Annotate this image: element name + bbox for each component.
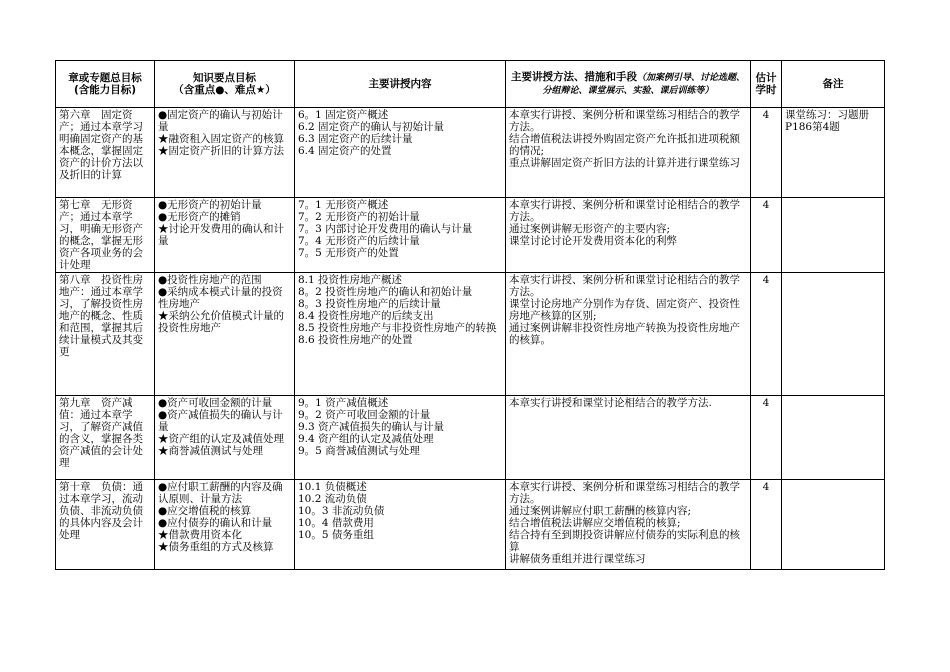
hours-value: 4 [762, 199, 770, 211]
content-item: 8.5 投资性房地产与非投资性房地产的转换 [298, 322, 497, 334]
knowledge-point: ●采纳成本模式计量的投资性房地产 [158, 286, 283, 310]
knowledge-point: ★借款费用资本化 [158, 529, 242, 541]
method-item: 结合增值税法讲授外购固定资产允许抵扣进项税额的情况; [509, 133, 740, 157]
hours-value: 4 [762, 397, 770, 409]
header-row [56, 61, 885, 108]
content-item: 7。1 无形资产概述 [298, 199, 389, 211]
knowledge-point: ★采纳公允价值模式计量的投资性房地产 [158, 310, 284, 334]
knowledge-point: ★商誉减值测试与处理 [158, 445, 263, 457]
method-item: 讲解债务重组并进行课堂练习 [509, 553, 646, 565]
header-points [155, 61, 295, 108]
content-cell [295, 273, 506, 396]
knowledge-point: ●无形资产的初始计量 [158, 199, 262, 211]
content-item: 10.1 负债概述 [298, 481, 367, 493]
content-item: 10.2 流动负债 [298, 493, 367, 505]
methods-cell [506, 108, 751, 198]
chapter-objective: 第十章 负债：通过本章学习，流动负债、非流动负债的具体内容及会计处理 [59, 481, 143, 541]
remarks-cell [782, 480, 885, 570]
hours-cell [751, 108, 782, 198]
method-item: 重点讲解固定资产折旧方法的计算并进行课堂练习 [509, 157, 740, 169]
hours-cell [751, 273, 782, 396]
content-cell [295, 198, 506, 273]
knowledge-point: ★讨论开发费用的确认和计量 [158, 223, 284, 247]
points-cell [155, 396, 295, 480]
knowledge-point: ★融资租入固定资产的核算 [158, 133, 284, 145]
content-item: 6.4 固定资产的处置 [298, 145, 392, 157]
knowledge-point: ●投资性房地产的范围 [158, 274, 262, 286]
remarks-cell [782, 396, 885, 480]
table-row [56, 273, 885, 396]
table-row [56, 108, 885, 198]
header-hours-text: 估计学时 [755, 72, 777, 96]
header-content-text: 主要讲授内容 [368, 78, 432, 90]
header-objective-text: 章或专题总目标 (含能力目标) [68, 72, 142, 96]
content-item: 8.4 投资性房地产的后续支出 [298, 310, 434, 322]
knowledge-point: ★债务重组的方式及核算 [158, 541, 274, 553]
content-item: 6。1 固定资产概述 [298, 109, 389, 121]
knowledge-point: ★资产组的认定及减值处理 [158, 433, 284, 445]
header-hours [751, 61, 782, 108]
header-remarks [782, 61, 885, 108]
content-item: 10。3 非流动负债 [298, 505, 385, 517]
objective-cell [56, 480, 155, 570]
header-points-text: 知识要点目标 （含重点●、难点★） [173, 72, 276, 96]
methods-cell [506, 480, 751, 570]
methods-cell [506, 273, 751, 396]
content-item: 10。4 借款费用 [298, 517, 374, 529]
header-methods [506, 61, 751, 108]
chapter-objective: 第七章 无形资产；通过本章学习，明确无形资产的概念，掌握无形资产各项业务的会计处理 [59, 199, 143, 271]
hours-cell [751, 480, 782, 570]
table-row [56, 198, 885, 273]
header-methods-text: 主要讲授方法、措施和手段 [510, 71, 637, 83]
hours-value: 4 [762, 481, 770, 493]
chapter-objective: 第九章 资产减值：通过本章学习，了解资产减值的含义，掌握各类资产减值的会计处理 [59, 397, 143, 469]
remarks-cell [782, 108, 885, 198]
method-item: 课堂讨论讨论开发费用资本化的利弊 [509, 235, 677, 247]
method-item: 本章实行讲授、案例分析和课堂讨论相结合的教学方法。 [509, 199, 740, 223]
content-item: 9.3 资产减值损失的确认与计量 [298, 421, 445, 433]
method-item: 通过案例讲解非投资性房地产转换为投资性房地产的核算。 [509, 322, 740, 346]
content-item: 9。5 商誉减值测试与处理 [298, 445, 420, 457]
chapter-objective: 第六章 固定资产；通过本章学习明确固定资产的基本概念，掌握固定资产的计价方法以及折旧的计算 [59, 109, 143, 181]
content-cell [295, 396, 506, 480]
header-remarks-text: 备注 [822, 78, 844, 90]
hours-value: 4 [762, 274, 770, 286]
remarks-cell [782, 198, 885, 273]
content-cell [295, 108, 506, 198]
knowledge-point: ●资产可收回金额的计量 [158, 397, 273, 409]
knowledge-point: ●应付职工薪酬的内容及确认原则、计量方法 [158, 481, 283, 505]
method-item: 结合持有至到期投资讲解应付债券的实际利息的核算 [509, 529, 740, 553]
content-item: 6.2 固定资产的确认与初始计量 [298, 121, 445, 133]
method-item: 本章实行讲授和课堂讨论相结合的教学方法. [509, 397, 712, 409]
points-cell [155, 273, 295, 396]
table-row [56, 396, 885, 480]
remarks-cell [782, 273, 885, 396]
header-content [295, 61, 506, 108]
method-item: 课堂讨论房地产分别作为存货、固定资产、投资性房地产核算的区别; [509, 298, 740, 322]
objective-cell [56, 396, 155, 480]
content-item: 9.4 资产组的认定及减值处理 [298, 433, 434, 445]
method-item: 通过案例讲解无形资产的主要内容; [509, 223, 671, 235]
method-item: 结合增值税法讲解应交增值税的核算; [509, 517, 681, 529]
knowledge-point: ●应付债券的确认和计量 [158, 517, 273, 529]
content-item: 8.6 投资性房地产的处置 [298, 334, 413, 346]
knowledge-point: ●资产减值损失的确认与计量 [158, 409, 283, 433]
remarks-text: 课堂练习：习题册P186第4题 [785, 109, 869, 133]
points-cell [155, 480, 295, 570]
header-objective [56, 61, 155, 108]
chapter-objective: 第八章 投资性房地产：通过本章学习，了解投资性房地产的概念、性质和范围，掌握其后续计量模式及其变更 [59, 274, 143, 358]
objective-cell [56, 273, 155, 396]
hours-cell [751, 396, 782, 480]
table-body [56, 108, 885, 570]
methods-cell [506, 198, 751, 273]
content-item: 9。1 资产减值概述 [298, 397, 389, 409]
method-item: 本章实行讲授、案例分析和课堂讨论相结合的教学方法。 [509, 274, 740, 298]
table-row [56, 480, 885, 570]
knowledge-point: ●无形资产的摊销 [158, 211, 241, 223]
objective-cell [56, 198, 155, 273]
objective-cell [56, 108, 155, 198]
content-item: 7。5 无形资产的处置 [298, 247, 399, 259]
header-methods-note: （加案例引导、讨论选题、分组辩论、课堂展示、实验、课后训练等） [542, 73, 745, 96]
method-item: 通过案例讲解应付职工薪酬的核算内容; [509, 505, 692, 517]
methods-cell [506, 396, 751, 480]
content-cell [295, 480, 506, 570]
points-cell [155, 198, 295, 273]
content-item: 6.3 固定资产的后续计量 [298, 133, 413, 145]
content-item: 7。3 内部讨论开发费用的确认与计量 [298, 223, 473, 235]
content-item: 8.1 投资性房地产概述 [298, 274, 403, 286]
content-item: 7。2 无形资产的初始计量 [298, 211, 420, 223]
content-item: 8。3 投资性房地产的后续计量 [298, 298, 441, 310]
hours-cell [751, 198, 782, 273]
knowledge-point: ●应交增值税的核算 [158, 505, 252, 517]
hours-value: 4 [762, 109, 770, 121]
points-cell [155, 108, 295, 198]
content-item: 10。5 债务重组 [298, 529, 374, 541]
method-item: 本章实行讲授、案例分析和课堂练习相结合的教学方法。 [509, 481, 740, 505]
syllabus-table [55, 60, 885, 570]
content-item: 9。2 资产可收回金额的计量 [298, 409, 431, 421]
knowledge-point: ★固定资产折旧的计算方法 [158, 145, 284, 157]
content-item: 8。2 投资性房地产的确认和初始计量 [298, 286, 473, 298]
knowledge-point: ●固定资产的确认与初始计量 [158, 109, 283, 133]
content-item: 7。4 无形资产的后续计量 [298, 235, 420, 247]
method-item: 本章实行讲授、案例分析和课堂练习相结合的教学方法。 [509, 109, 740, 133]
